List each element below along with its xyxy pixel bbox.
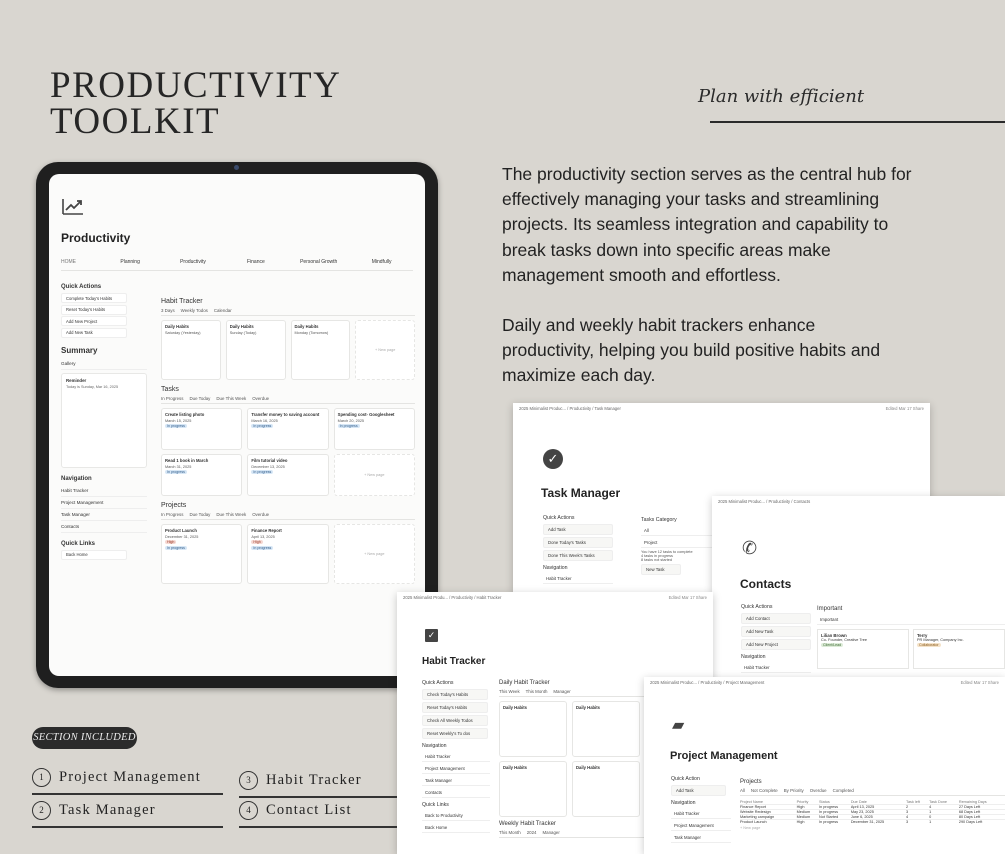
navigation-heading: Navigation [741, 654, 766, 660]
breadcrumb-bar [712, 496, 1005, 508]
section-number: 3 [239, 771, 258, 790]
project-management-screenshot [644, 677, 1005, 854]
tab-overdue[interactable]: Overdue [809, 788, 827, 793]
tagline: Plan with efficient [698, 86, 865, 107]
check-today-button[interactable]: Check Today's Habits [422, 689, 488, 700]
cell-left: 3 [906, 820, 909, 824]
section-number: 1 [32, 768, 51, 787]
cell-status: In progress [819, 805, 838, 809]
task-card-title: Create listing photo [165, 412, 205, 417]
add-task-button[interactable]: Add Task [671, 785, 726, 796]
category-tab-all[interactable]: All [641, 526, 726, 536]
habit-card-title: Daily Habits [503, 765, 527, 770]
task-card-title: Transfer money to saving account [251, 412, 320, 417]
habit-card-title: Daily Habits [294, 324, 319, 329]
tab-weekly-todos[interactable]: Weekly Todos [180, 308, 208, 313]
cell-due: December 31, 2025 [850, 820, 885, 824]
back-home-button[interactable]: Back Home [61, 550, 127, 560]
task-card[interactable] [247, 454, 328, 496]
description-paragraph-1: The productivity section serves as the central hub for effectively managing your tasks and streamlining projects. Its seamless integration and capability to break tasks down into specific areas make management smooth and effortless. [502, 164, 912, 285]
tab-all[interactable]: All [740, 788, 745, 793]
tab-by-priority[interactable]: By Priority [783, 788, 804, 793]
task-card[interactable] [247, 408, 328, 450]
checkbox-icon: ✓ [425, 629, 438, 642]
breadcrumb[interactable]: 2025 Minimalist Produ... / Productivity / Habit Tracker [403, 595, 502, 600]
habit-card-title: Daily Habits [503, 705, 527, 710]
task-cards-row-2 [161, 454, 415, 496]
cell-remaining: 68 Days Left [958, 810, 981, 814]
navigation-heading: Navigation [422, 743, 447, 749]
task-card-date: March 15, 2025 [165, 419, 192, 423]
gallery-tab[interactable]: Gallery [61, 358, 147, 370]
habit-tabs [161, 308, 415, 316]
quick-action-heading: Quick Action [671, 776, 700, 782]
task-info-1: You have 12 tasks to complete [641, 550, 693, 554]
habit-left-column [422, 680, 490, 835]
add-task-button[interactable]: Add New Task [61, 328, 127, 338]
cell-remaining: 80 Days Left [958, 815, 981, 819]
habit-cards [161, 320, 415, 380]
projects-heading: Projects [161, 502, 187, 509]
nav-contacts[interactable]: Contacts [61, 521, 147, 533]
project-card-date: April 13, 2025 [251, 535, 275, 539]
project-cards [161, 524, 415, 584]
project-card[interactable] [161, 524, 242, 584]
task-card-title: Read 1 book in March [165, 458, 209, 463]
trending-up-icon [62, 198, 84, 216]
col-remaining-days: Remaining Days [958, 800, 987, 804]
reminder-date: Today is Sunday, Mar 16, 2025 [66, 384, 119, 389]
task-info-2: 4 tasks in progress [641, 554, 673, 558]
section-item-3 [239, 771, 397, 799]
reset-habits-button[interactable]: Reset Today's Habits [61, 305, 127, 315]
section-number: 2 [32, 801, 51, 820]
quick-actions-heading: Quick Actions [543, 515, 575, 521]
priority-badge: High [253, 540, 261, 544]
reminder-box [61, 373, 147, 468]
col-status: Status [819, 800, 830, 804]
nav-project-management[interactable]: Project Management [671, 821, 731, 831]
navigation-heading: Navigation [61, 475, 92, 482]
col-due-date: Due Date [850, 800, 867, 804]
nav-habit-tracker[interactable]: Habit Tracker [543, 574, 613, 584]
section-label: Project Management [59, 769, 201, 785]
nav-personal-growth[interactable]: Personal Growth [300, 259, 338, 265]
important-heading: Important [817, 606, 843, 612]
complete-habits-button[interactable]: Complete Today's Habits [61, 293, 127, 303]
habit-tracker-title: Habit Tracker [422, 656, 486, 667]
status-badge: In progress [339, 424, 358, 428]
contact-tag: Client/Lead [823, 643, 842, 647]
quick-links-heading: Quick Links [422, 802, 449, 808]
section-item-2 [32, 801, 223, 829]
cell-left: 2 [906, 805, 909, 809]
cell-due: May 23, 2025 [850, 810, 874, 814]
cell-status: In progress [819, 810, 838, 814]
navigation-heading: Navigation [671, 800, 696, 806]
task-quick-actions [543, 515, 613, 586]
habit-card-title: Daily Habits [576, 705, 600, 710]
contacts-title: Contacts [740, 577, 792, 591]
breadcrumb-bar [397, 592, 713, 604]
project-card-date: December 31, 2025 [165, 535, 199, 539]
breadcrumb-bar [513, 403, 930, 415]
summary-heading: Summary [61, 345, 98, 355]
habit-card-title: Daily Habits [229, 324, 254, 329]
edited-share[interactable]: Edited Mar 17 Share [960, 680, 999, 685]
tab-3-days[interactable]: 3 Days [161, 308, 175, 313]
projects-heading: Projects [740, 779, 762, 785]
habit-card[interactable] [161, 320, 221, 380]
reminder-label: Reminder [66, 377, 87, 383]
tab-this-week[interactable]: This Week [499, 689, 520, 694]
contacts-screenshot [712, 496, 1005, 681]
priority-badge: High [167, 540, 175, 544]
navigation-heading: Navigation [543, 565, 568, 571]
tab-2024[interactable]: 2024 [526, 830, 537, 835]
tab-in-progress[interactable]: In Progress [161, 512, 184, 517]
breadcrumb[interactable]: 2025 Minimalist Produc... / Productivity / Project Management [650, 680, 765, 685]
habit-card[interactable] [226, 320, 286, 380]
done-today-button[interactable]: Done Today's Tasks [543, 537, 613, 548]
tab-calendar[interactable]: Calendar [213, 308, 232, 313]
contacts-quick-actions [741, 604, 811, 675]
quick-actions-heading: Quick Actions [61, 284, 102, 290]
col-project-name: Project Name [740, 800, 764, 804]
back-to-productivity-link[interactable]: Back to Productivity [422, 811, 490, 821]
section-included-pill: SECTION INCLUDED [32, 727, 137, 749]
tasks-tabs [161, 396, 415, 404]
cell-done: 1 [929, 810, 932, 814]
task-info-3: 8 tasks not started [641, 558, 673, 562]
reset-today-button[interactable]: Reset Today's Habits [422, 702, 488, 713]
section-item-4 [239, 801, 397, 829]
table-row[interactable] [740, 820, 1005, 825]
habit-tracker-heading: Habit Tracker [161, 298, 203, 305]
habit-card[interactable] [499, 701, 567, 757]
task-card-title: Film tutorial video [251, 458, 288, 463]
top-nav [61, 259, 413, 271]
cell-left: 4 [906, 815, 909, 819]
cell-name: Marketing campaign [740, 815, 775, 819]
quick-actions-heading: Quick Actions [422, 680, 454, 686]
cell-priority: High [796, 805, 805, 809]
section-label: Contact List [266, 802, 352, 818]
tab-in-progress[interactable]: In Progress [161, 396, 184, 401]
tab-overdue[interactable]: Overdue [252, 512, 270, 517]
new-page-link[interactable]: + New page [740, 826, 761, 830]
contact-tag: Collaborator [919, 643, 939, 647]
nav-finance[interactable]: Finance [246, 259, 265, 265]
tab-not-complete[interactable]: Not Complete [750, 788, 778, 793]
section-item-1 [32, 768, 223, 796]
status-badge: In progress [253, 424, 272, 428]
habit-card[interactable] [572, 701, 640, 757]
projects-section [740, 779, 1005, 830]
tab-this-month[interactable]: This Month [499, 830, 521, 835]
tasks-heading: Tasks [161, 386, 179, 393]
page-title: PRODUCTIVITY TOOLKIT [50, 65, 341, 142]
add-project-button[interactable]: Add New Project [61, 316, 127, 326]
add-new-project-button[interactable]: Add New Project [741, 639, 811, 650]
quick-links-heading: Quick Links [61, 540, 96, 547]
tasks-category-heading: Tasks Category [641, 517, 677, 523]
contact-name: Terry [917, 633, 928, 638]
important-section [817, 606, 1005, 669]
task-card-date: March 16, 2025 [251, 419, 278, 423]
task-card-date: March 31, 2025 [165, 465, 192, 469]
tab-manager[interactable]: Manager [553, 689, 571, 694]
task-manager-title: Task Manager [541, 486, 621, 500]
nav-habit-tracker[interactable]: Habit Tracker [61, 485, 147, 497]
cell-due: June 6, 2025 [850, 815, 873, 819]
cell-status: In progress [819, 820, 838, 824]
add-new-task-button[interactable]: Add New Task [741, 626, 811, 637]
cell-name: Finance Report [740, 805, 766, 809]
tagline-underline [710, 121, 1005, 123]
category-project[interactable]: Project [641, 538, 726, 548]
cell-remaining: 27 Days Left [958, 805, 981, 809]
section-underline [239, 826, 397, 828]
habit-card-day: Sunday (Today) [229, 331, 257, 335]
left-column [61, 284, 147, 561]
cell-done: 1 [929, 820, 932, 824]
nav-habit-tracker[interactable]: Habit Tracker [741, 663, 811, 673]
tab-due-today[interactable]: Due Today [189, 512, 211, 517]
add-contact-button[interactable]: Add Contact [741, 613, 811, 624]
project-card-title: Product Launch [165, 528, 197, 533]
projects-tabs [161, 512, 415, 520]
contact-card[interactable] [913, 629, 1005, 669]
reset-weekly-button[interactable]: Reset Weekly's To dos [422, 728, 488, 739]
camera-dot [234, 165, 239, 170]
productivity-title: Productivity [61, 231, 131, 245]
status-badge: In progress [167, 424, 185, 428]
habit-card-day: Monday (Tomorrow) [294, 331, 329, 335]
tablet-mockup [36, 162, 438, 688]
task-card-title: Spending cost- Googlesheet [337, 412, 395, 417]
new-task-button[interactable]: New Task [641, 564, 681, 575]
cell-status: Not Started [819, 815, 839, 819]
nav-home[interactable]: HOME [61, 259, 76, 265]
nav-task-manager[interactable]: Task Manager [671, 833, 731, 843]
nav-contacts[interactable]: Contacts [422, 788, 490, 798]
habit-card[interactable] [499, 761, 567, 817]
habit-card[interactable] [572, 761, 640, 817]
section-label: Task Manager [59, 802, 156, 818]
habit-card[interactable] [291, 320, 351, 380]
habit-card-title: Daily Habits [576, 765, 600, 770]
nav-habit-tracker[interactable]: Habit Tracker [422, 752, 490, 762]
project-management-title: Project Management [670, 750, 778, 762]
check-circle-icon: ✓ [543, 449, 563, 469]
task-card[interactable] [334, 408, 415, 450]
nav-productivity[interactable]: Productivity [180, 259, 206, 265]
nav-mindfully[interactable]: Mindfully [371, 259, 392, 265]
tab-this-month[interactable]: This Month [525, 689, 548, 694]
nav-planning[interactable]: Planning [120, 259, 140, 265]
cell-remaining: 290 Days Left [958, 820, 983, 824]
habit-card-title: Daily Habits [165, 324, 189, 329]
description [502, 162, 912, 389]
tab-completed[interactable]: Completed [832, 788, 854, 793]
nav-task-manager[interactable]: Task Manager [61, 509, 147, 521]
cell-done: 0 [929, 815, 932, 819]
contact-cards [817, 629, 1005, 669]
cell-priority: Medium [796, 815, 811, 819]
cell-priority: Medium [796, 810, 811, 814]
right-column [161, 298, 415, 588]
contact-card[interactable] [817, 629, 909, 669]
nav-task-manager[interactable]: Task Manager [422, 776, 490, 786]
cell-left: 3 [906, 810, 909, 814]
section-underline [239, 796, 397, 798]
section-label: Habit Tracker [266, 772, 362, 788]
nav-habit-tracker[interactable]: Habit Tracker [671, 809, 731, 819]
status-badge: In progress [253, 470, 272, 474]
new-page-card[interactable]: + New page [334, 524, 415, 584]
check-weekly-button[interactable]: Check All Weekly Todos [422, 715, 488, 726]
status-badge: In progress [167, 470, 185, 474]
col-priority: Priority [796, 800, 809, 804]
quick-actions-heading: Quick Actions [741, 604, 773, 610]
section-underline [32, 826, 223, 828]
new-page-card[interactable]: + New page [334, 454, 415, 496]
tab-due-today[interactable]: Due Today [189, 396, 211, 401]
status-badge: In progress [253, 546, 272, 550]
description-paragraph-2: Daily and weekly habit trackers enhance productivity, helping you build positive habits and maximize each day. [502, 315, 881, 386]
cell-priority: High [796, 820, 805, 824]
section-number: 4 [239, 801, 258, 820]
edited-share[interactable]: Edited Mar 17 Share [668, 595, 707, 600]
tab-overdue[interactable]: Overdue [252, 396, 270, 401]
status-badge: In progress [167, 546, 185, 550]
col-task-left: Task left [906, 800, 920, 804]
contact-name: Lilian Brown [821, 633, 847, 638]
task-card[interactable] [161, 408, 242, 450]
new-page-card[interactable]: + New page [355, 320, 415, 380]
task-card[interactable] [161, 454, 242, 496]
contact-role: Co- Founder, Creative Tree [821, 638, 868, 642]
projects-tabs [740, 788, 1005, 796]
cell-due: April 13, 2025 [850, 805, 875, 809]
task-card-date: March 20, 2025 [337, 419, 365, 423]
tablet-screen [49, 174, 425, 676]
edited-share[interactable]: Edited Mar 17 Share [885, 406, 924, 411]
habit-card-day: Saturday (Yesterday) [165, 331, 201, 335]
breadcrumb[interactable]: 2025 Minimalist Produc... / Productivity / Task Manager [519, 406, 621, 411]
nav-project-management[interactable]: Project Management [61, 497, 147, 509]
cell-name: Product Launch [740, 820, 767, 824]
breadcrumb[interactable]: 2025 Minimalist Produc... / Productivity / Contacts [718, 499, 811, 504]
daily-habit-heading: Daily Habit Tracker [499, 680, 550, 686]
add-task-button[interactable]: Add Task [543, 524, 613, 535]
col-task-done: Task Done [929, 800, 948, 804]
task-card-date: December 13, 2025 [251, 465, 285, 469]
back-home-link[interactable]: Back Home [422, 823, 490, 833]
tab-due-this-week[interactable]: Due This Week [216, 512, 247, 517]
nav-project-management[interactable]: Project Management [422, 764, 490, 774]
weekly-habit-heading: Weekly Habit Tracker [499, 821, 556, 827]
important-tab[interactable]: Important [817, 615, 1005, 625]
section-underline [32, 793, 223, 795]
contact-role: PR Manager, Company Inc. [917, 638, 964, 642]
breadcrumb-bar [644, 677, 1005, 689]
project-left-column [671, 776, 731, 845]
cell-done: 4 [929, 805, 932, 809]
task-cards-row-1 [161, 408, 415, 450]
projects-table [740, 800, 1005, 824]
tab-due-this-week[interactable]: Due This Week [216, 396, 247, 401]
done-week-button[interactable]: Done This Week's Tasks [543, 550, 613, 561]
project-card[interactable] [247, 524, 328, 584]
phone-icon: ✆ [742, 538, 758, 558]
project-card-title: Finance Report [251, 528, 282, 533]
tab-manager[interactable]: Manager [542, 830, 560, 835]
cell-name: Website Redesign [740, 810, 771, 814]
folder-icon: ▰ [672, 717, 685, 734]
